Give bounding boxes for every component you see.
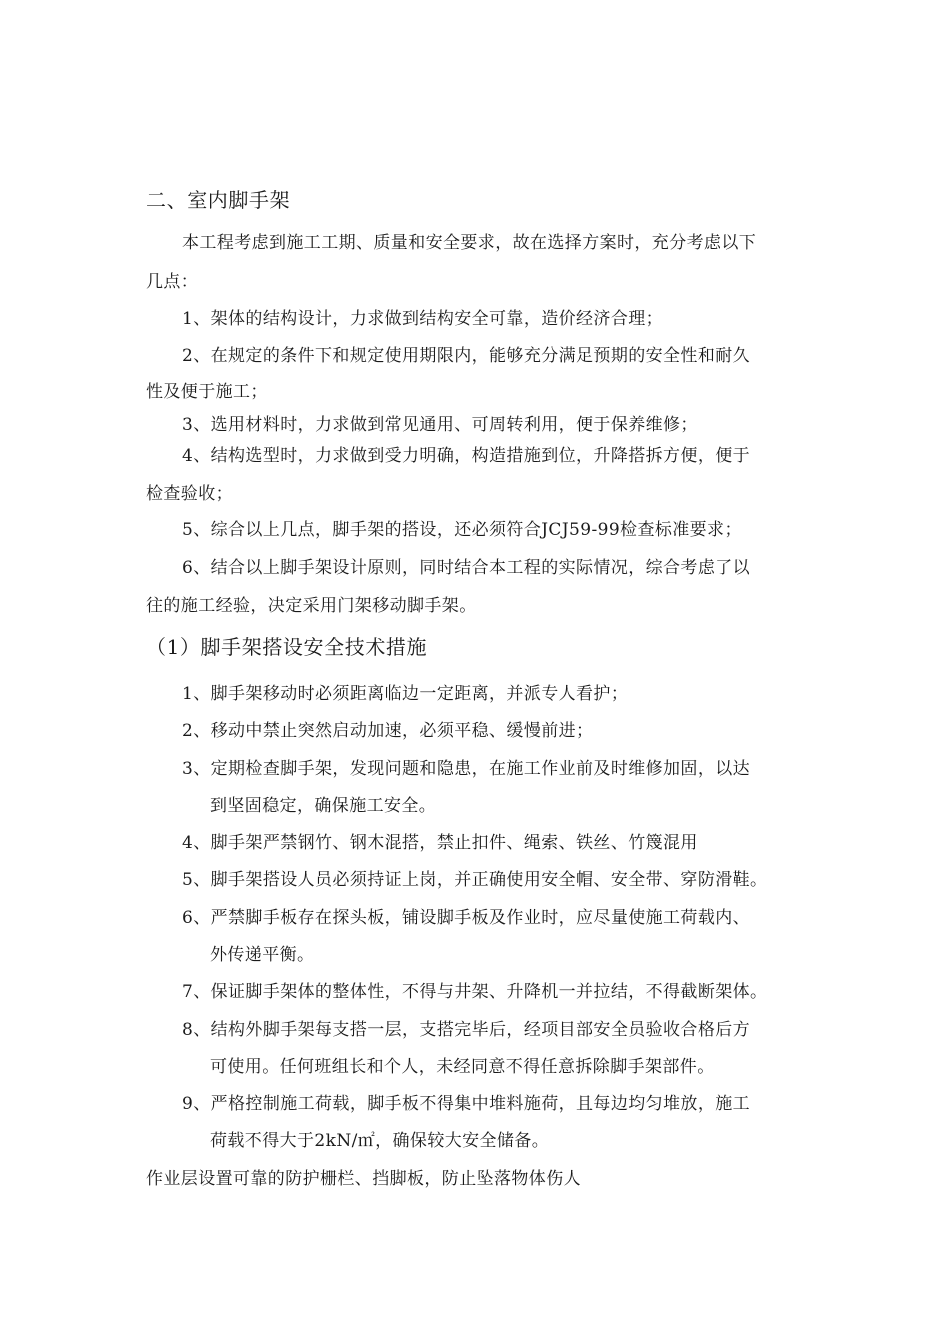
intro-line-1: 本工程考虑到施工工期、质量和安全要求，故在选择方案时，充分考虑以下 <box>182 233 757 253</box>
principle-4: 4、结构选型时，力求做到受力明确，构造措施到位，升降搭拆方便，便于 <box>182 446 751 466</box>
principle-2: 2、在规定的条件下和规定使用期限内，能够充分满足预期的安全性和耐久 <box>182 346 751 366</box>
measure-3: 3、定期检查脚手架，发现问题和隐患，在施工作业前及时维修加固，以达 <box>182 759 751 779</box>
measure-8: 8、结构外脚手架每支搭一层，支搭完毕后，经项目部安全员验收合格后方 <box>182 1020 751 1040</box>
measure-6: 6、严禁脚手板存在探头板，铺设脚手板及作业时，应尽量使施工荷载内、 <box>182 908 751 928</box>
principle-5: 5、综合以上几点，脚手架的搭设，还必须符合JCJ59-99检查标准要求； <box>182 520 742 540</box>
measure-7: 7、保证脚手架体的整体性，不得与井架、升降机一并拉结，不得截断架体。 <box>182 982 768 1002</box>
closing-line: 作业层设置可靠的防护栅栏、挡脚板，防止坠落物体伤人 <box>146 1169 581 1189</box>
section-title: 二、室内脚手架 <box>146 188 291 212</box>
measure-6-continued: 外传递平衡。 <box>210 945 315 965</box>
measure-3-continued: 到坚固稳定，确保施工安全。 <box>210 796 437 816</box>
principle-2-continued: 性及便于施工； <box>146 382 268 402</box>
measure-9-continued: 荷载不得大于2kN/㎡，确保较大安全储备。 <box>210 1131 550 1151</box>
principle-6-continued: 往的施工经验，决定采用门架移动脚手架。 <box>146 596 477 616</box>
principle-1: 1、架体的结构设计，力求做到结构安全可靠，造价经济合理； <box>182 309 664 329</box>
measure-4: 4、脚手架严禁钢竹、钢木混搭，禁止扣件、绳索、铁丝、竹篾混用 <box>182 833 698 853</box>
principle-4-continued: 检查验收； <box>146 484 233 504</box>
measure-8-continued: 可使用。任何班组长和个人，未经同意不得任意拆除脚手架部件。 <box>210 1057 715 1077</box>
principle-6: 6、结合以上脚手架设计原则，同时结合本工程的实际情况，综合考虑了以 <box>182 558 751 578</box>
measure-5: 5、脚手架搭设人员必须持证上岗，并正确使用安全帽、安全带、穿防滑鞋。 <box>182 870 768 890</box>
measure-2: 2、移动中禁止突然启动加速，必须平稳、缓慢前进； <box>182 721 594 741</box>
measure-1: 1、脚手架移动时必须距离临边一定距离，并派专人看护； <box>182 684 629 704</box>
principle-3: 3、选用材料时，力求做到常见通用、可周转利用，便于保养维修； <box>182 415 698 435</box>
subsection-title: （1）脚手架搭设安全技术措施 <box>146 635 428 659</box>
intro-line-2: 几点： <box>146 272 199 292</box>
measure-9: 9、严格控制施工荷载，脚手板不得集中堆料施荷，且每边均匀堆放，施工 <box>182 1094 751 1114</box>
